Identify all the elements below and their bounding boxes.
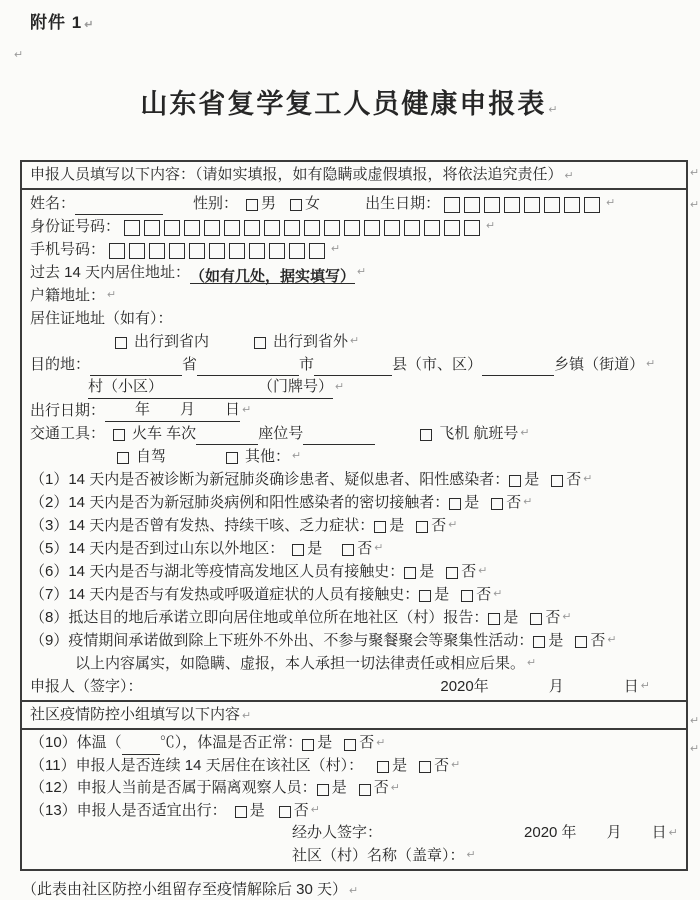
no-checkbox[interactable] [279, 806, 291, 818]
hukou-address-label: 户籍地址： [30, 287, 106, 304]
digit-box[interactable] [309, 243, 325, 259]
digit-box[interactable] [464, 197, 480, 213]
destination-village-group [88, 376, 333, 399]
digit-box[interactable] [249, 243, 265, 259]
yes-label: 是 [548, 632, 564, 649]
handler-day: 日 [651, 824, 667, 841]
hukou-address-row [30, 284, 678, 307]
digit-box[interactable] [109, 243, 125, 259]
no-checkbox[interactable] [359, 784, 371, 796]
paragraph-mark: ↵ [520, 427, 530, 439]
health-declaration-form [20, 160, 688, 871]
digit-box[interactable] [224, 220, 240, 236]
destination-province-unit: 省 [182, 356, 198, 373]
transport-other-label: 其他： [245, 448, 291, 465]
question-row-2 [30, 491, 678, 514]
digit-box[interactable] [284, 220, 300, 236]
no-checkbox[interactable] [491, 498, 503, 510]
question-text: （9）疫情期间承诺做到除上下班外不外出、不参与聚餐聚会等聚集性活动： [30, 632, 534, 649]
yes-label: 是 [389, 517, 405, 534]
no-label: 否 [434, 756, 450, 774]
yes-label: 是 [434, 586, 450, 603]
phone-number-boxes [109, 243, 329, 261]
yes-label: 是 [464, 494, 480, 511]
paragraph-mark: ↵ [84, 19, 95, 31]
name-label: 姓名： [30, 195, 76, 212]
row-end-mark: ↵ [690, 167, 700, 179]
destination-county-unit: 县（市、区） [392, 356, 483, 373]
yes-checkbox[interactable] [374, 521, 386, 533]
question-text: （6）14 天内是否与湖北等疫情高发地区人员有接触史： [30, 563, 405, 580]
paragraph-mark: ↵ [493, 588, 503, 600]
trip-date-group [105, 399, 240, 422]
destination-row [30, 353, 678, 376]
digit-box[interactable] [404, 220, 420, 236]
question-row-10 [30, 732, 678, 755]
no-label: 否 [461, 563, 477, 580]
question-row-3 [30, 514, 678, 537]
paragraph-mark: ↵ [349, 885, 359, 897]
yes-checkbox[interactable] [404, 567, 416, 579]
yes-label: 是 [524, 471, 540, 488]
paragraph-mark: ↵ [523, 496, 533, 508]
digit-box[interactable] [169, 243, 185, 259]
digit-box[interactable] [304, 220, 320, 236]
paragraph-mark: ↵ [640, 680, 650, 692]
travel-in-province-label: 出行到省内 [134, 333, 210, 350]
paragraph-mark: ↵ [668, 826, 678, 839]
no-label: 否 [357, 540, 373, 557]
sign-day: 日 [623, 678, 639, 695]
declaration-text: 以上内容属实，如隐瞒、虚报，本人承担一切法律责任或相应后果。 [75, 655, 526, 672]
declarant-sign-date [440, 675, 678, 698]
yes-checkbox[interactable] [449, 498, 461, 510]
transport-row [30, 422, 678, 445]
temperature-label-prefix: （10）体温（ [30, 734, 122, 751]
no-label: 否 [476, 586, 492, 603]
destination-city-unit: 市 [299, 356, 315, 373]
declarant-signature-label: 申报人（签字）： [30, 678, 143, 695]
temperature-label-suffix: ℃），体温是否正常： [159, 734, 303, 751]
destination-village-label: 村（小区） [88, 378, 164, 395]
transport-label: 交通工具： [30, 425, 106, 442]
yes-checkbox[interactable] [377, 761, 389, 773]
question-text: （8）抵达目的地后承诺立即向居住地或单位所在地社区（村）报告： [30, 609, 489, 626]
gender-male-label: 男 [261, 195, 277, 212]
digit-box[interactable] [149, 243, 165, 259]
digit-box[interactable] [424, 220, 440, 236]
paragraph-mark: ↵ [350, 335, 360, 347]
transport-row-2 [30, 445, 678, 468]
yes-label: 是 [392, 756, 408, 774]
digit-box[interactable] [564, 197, 580, 213]
trip-date-row [30, 399, 678, 422]
question-row-13 [30, 800, 678, 823]
digit-box[interactable] [264, 220, 280, 236]
handler-signature-row [30, 822, 678, 845]
no-label: 否 [359, 734, 375, 751]
no-label: 否 [545, 609, 561, 626]
paragraph-mark: ↵ [335, 381, 345, 393]
sign-month: 月 [548, 678, 564, 695]
paragraph-mark: ↵ [606, 197, 616, 209]
digit-box[interactable] [444, 197, 460, 213]
paragraph-mark: ↵ [562, 611, 572, 623]
community-name-row [30, 845, 678, 868]
paragraph-mark: ↵ [357, 266, 367, 278]
question-text: （5）14 天内是否到过山东以外地区： [30, 540, 285, 557]
paragraph-mark: ↵ [374, 542, 384, 554]
question-text: （11）申报人是否连续 14 天居住在该社区（村）： [30, 756, 364, 774]
paragraph-mark: ↵ [448, 519, 458, 531]
yes-label: 是 [331, 779, 347, 796]
no-label: 否 [373, 779, 389, 796]
no-label: 否 [590, 632, 606, 649]
travel-scope-row [30, 330, 678, 353]
transport-self-drive-label: 自驾 [136, 448, 167, 465]
section1-body [22, 190, 686, 700]
seat-number-field[interactable] [303, 426, 375, 445]
digit-box[interactable] [584, 197, 600, 213]
yes-checkbox[interactable] [419, 590, 431, 602]
community-name-label: 社区（村）名称（盖章）： [292, 846, 465, 864]
transport-other-checkbox[interactable] [226, 452, 238, 464]
address-14days-field[interactable] [190, 265, 355, 284]
digit-box[interactable] [464, 220, 480, 236]
id-number-boxes [124, 220, 484, 238]
digit-box[interactable] [124, 220, 140, 236]
trip-date-label: 出行日期： [30, 402, 106, 419]
yes-checkbox[interactable] [302, 739, 314, 751]
transport-plane-checkbox[interactable] [420, 429, 432, 441]
digit-box[interactable] [184, 220, 200, 236]
no-checkbox[interactable] [461, 590, 473, 602]
paragraph-mark: ↵ [646, 358, 656, 370]
destination-label: 目的地： [30, 356, 91, 373]
handler-month: 月 [606, 824, 622, 841]
question-row-11 [30, 755, 678, 778]
transport-train-label: 火车 车次 [132, 425, 197, 442]
digit-box[interactable] [384, 220, 400, 236]
question-text: （3）14 天内是否曾有发热、持续干咳、乏力症状： [30, 517, 375, 534]
transport-plane-label: 飞机 航班号 [439, 425, 519, 442]
digit-box[interactable] [164, 220, 180, 236]
digit-box[interactable] [289, 243, 305, 259]
paragraph-mark: ↵ [390, 781, 400, 794]
question-row-9 [30, 629, 678, 652]
question-text: （2）14 天内是否为新冠肺炎病例和阳性感染者的密切接触者： [30, 494, 450, 511]
attachment-label: 附件 1 ↵ [30, 13, 95, 32]
yes-label: 是 [307, 540, 323, 557]
birth-date-boxes [444, 197, 604, 215]
row-end-mark: ↵ [690, 199, 700, 211]
no-label: 否 [566, 471, 582, 488]
gender-male-checkbox[interactable] [246, 199, 258, 211]
question-row-1 [30, 468, 678, 491]
transport-self-drive-checkbox[interactable] [117, 452, 129, 464]
paragraph-mark: ↵ [548, 104, 560, 116]
digit-box[interactable] [524, 197, 540, 213]
phone-number-row [30, 238, 678, 261]
destination-county-field[interactable] [314, 357, 392, 376]
residence-permit-address-label: 居住证地址（如有）： [30, 310, 173, 327]
no-checkbox[interactable] [530, 613, 542, 625]
digit-box[interactable] [244, 220, 260, 236]
paragraph-mark: ↵ [376, 736, 386, 749]
address-14days-hint: （如有几处，据实填写） [190, 268, 356, 285]
handler-year: 2020 年 [524, 824, 577, 841]
trip-month-unit: 月 [180, 401, 196, 418]
id-number-row [30, 215, 678, 238]
gender-female-checkbox[interactable] [290, 199, 302, 211]
yes-label: 是 [317, 734, 333, 751]
section2-header: 社区疫情防控小组填写以下内容 ↵ [22, 700, 686, 730]
gender-female-label: 女 [305, 195, 321, 212]
digit-box[interactable] [144, 220, 160, 236]
destination-town-unit: 乡镇（街道） [554, 356, 645, 373]
yes-label: 是 [249, 801, 265, 819]
digit-box[interactable] [324, 220, 340, 236]
digit-box[interactable] [189, 243, 205, 259]
destination-village-row [30, 376, 678, 399]
paragraph-mark: ↵ [583, 473, 593, 485]
paragraph-mark: ↵ [486, 220, 496, 232]
paragraph-mark: ↵ [107, 289, 117, 301]
paragraph-mark: ↵ [242, 404, 252, 416]
destination-town-field[interactable] [482, 357, 554, 376]
row-end-mark: ↵ [690, 743, 700, 755]
row-end-mark: ↵ [690, 715, 700, 727]
digit-box[interactable] [269, 243, 285, 259]
digit-box[interactable] [209, 243, 225, 259]
seat-number-label: 座位号 [258, 425, 304, 442]
yes-checkbox[interactable] [235, 806, 247, 818]
question-text: （7）14 天内是否与有发热或呼吸道症状的人员有接触史： [30, 586, 420, 603]
digit-box[interactable] [484, 197, 500, 213]
digit-box[interactable] [364, 220, 380, 236]
paragraph-mark: ↵ [242, 710, 252, 722]
phone-number-label: 手机号码： [30, 241, 106, 258]
travel-in-province-checkbox[interactable] [115, 337, 127, 349]
yes-checkbox[interactable] [488, 613, 500, 625]
paragraph-mark: ↵ [478, 565, 488, 577]
residence-permit-address-row [30, 307, 678, 330]
no-checkbox[interactable] [344, 739, 356, 751]
destination-house-no-label: （门牌号） [258, 378, 334, 395]
paragraph-mark: ↵ [331, 243, 341, 255]
transport-train-checkbox[interactable] [113, 429, 125, 441]
section2-body [22, 730, 686, 869]
paragraph-mark: ↵ [292, 450, 302, 462]
section1-header: 申报人员填写以下内容：（请如实填报，如有隐瞒或虚假填报，将依法追究责任） ↵ [22, 162, 686, 190]
yes-label: 是 [419, 563, 435, 580]
name-field[interactable] [75, 196, 163, 215]
sign-year: 2020年 [440, 678, 489, 695]
yes-checkbox[interactable] [317, 784, 329, 796]
paragraph-mark: ↵ [607, 634, 617, 646]
address-14days-row [30, 261, 678, 284]
question-row-5 [30, 537, 678, 560]
no-label: 否 [431, 517, 447, 534]
paragraph-mark: ↵ [451, 759, 461, 772]
train-number-field[interactable] [196, 426, 258, 445]
digit-box[interactable] [229, 243, 245, 259]
travel-out-province-label: 出行到省外 [273, 333, 349, 350]
yes-checkbox[interactable] [533, 636, 545, 648]
destination-province-field[interactable] [90, 357, 182, 376]
temperature-field[interactable] [122, 736, 160, 755]
declarant-signature-row [30, 675, 678, 698]
no-checkbox[interactable] [551, 475, 563, 487]
gender-label: 性别： [193, 195, 239, 212]
paragraph-mark: ↵ [310, 804, 320, 817]
yes-checkbox[interactable] [509, 475, 521, 487]
trip-day-unit: 日 [225, 401, 241, 418]
no-checkbox[interactable] [446, 567, 458, 579]
travel-out-province-checkbox[interactable] [254, 337, 266, 349]
no-checkbox[interactable] [575, 636, 587, 648]
declaration-row [30, 652, 678, 675]
birth-date-label: 出生日期： [365, 195, 441, 212]
digit-box[interactable] [504, 197, 520, 213]
digit-box[interactable] [544, 197, 560, 213]
no-checkbox[interactable] [419, 761, 431, 773]
paragraph-mark: ↵ [564, 170, 574, 182]
question-row-8 [30, 606, 678, 629]
no-checkbox[interactable] [416, 521, 428, 533]
name-gender-birth-row [30, 192, 678, 215]
no-checkbox[interactable] [342, 544, 354, 556]
handler-signature-label: 经办人签字： [292, 824, 383, 841]
question-row-12 [30, 777, 678, 800]
question-row-7 [30, 583, 678, 606]
question-text: （1）14 天内是否被诊断为新冠肺炎确诊患者、疑似患者、阳性感染者： [30, 471, 510, 488]
address-14days-label: 过去 14 天内居住地址： [30, 264, 191, 281]
question-text: （12）申报人当前是否属于隔离观察人员： [30, 779, 317, 796]
yes-label: 是 [503, 609, 519, 626]
paragraph-mark: ↵ [466, 849, 476, 862]
digit-box[interactable] [444, 220, 460, 236]
retention-footnote: （此表由社区防控小组留存至疫情解除后 30 天） ↵ [22, 881, 359, 898]
digit-box[interactable] [204, 220, 220, 236]
question-row-6 [30, 560, 678, 583]
digit-box[interactable] [129, 243, 145, 259]
destination-city-field[interactable] [197, 357, 299, 376]
trip-year-unit: 年 [135, 401, 151, 418]
yes-checkbox[interactable] [292, 544, 304, 556]
no-label: 否 [506, 494, 522, 511]
no-label: 否 [293, 801, 309, 819]
id-number-label: 身份证号码： [30, 218, 121, 235]
paragraph-mark: ↵ [527, 657, 537, 669]
paragraph-mark: ↵ [14, 49, 24, 61]
question-text: （13）申报人是否适宜出行： [30, 801, 227, 819]
digit-box[interactable] [344, 220, 360, 236]
page-title: 山东省复学复工人员健康申报表 ↵ [140, 89, 560, 119]
